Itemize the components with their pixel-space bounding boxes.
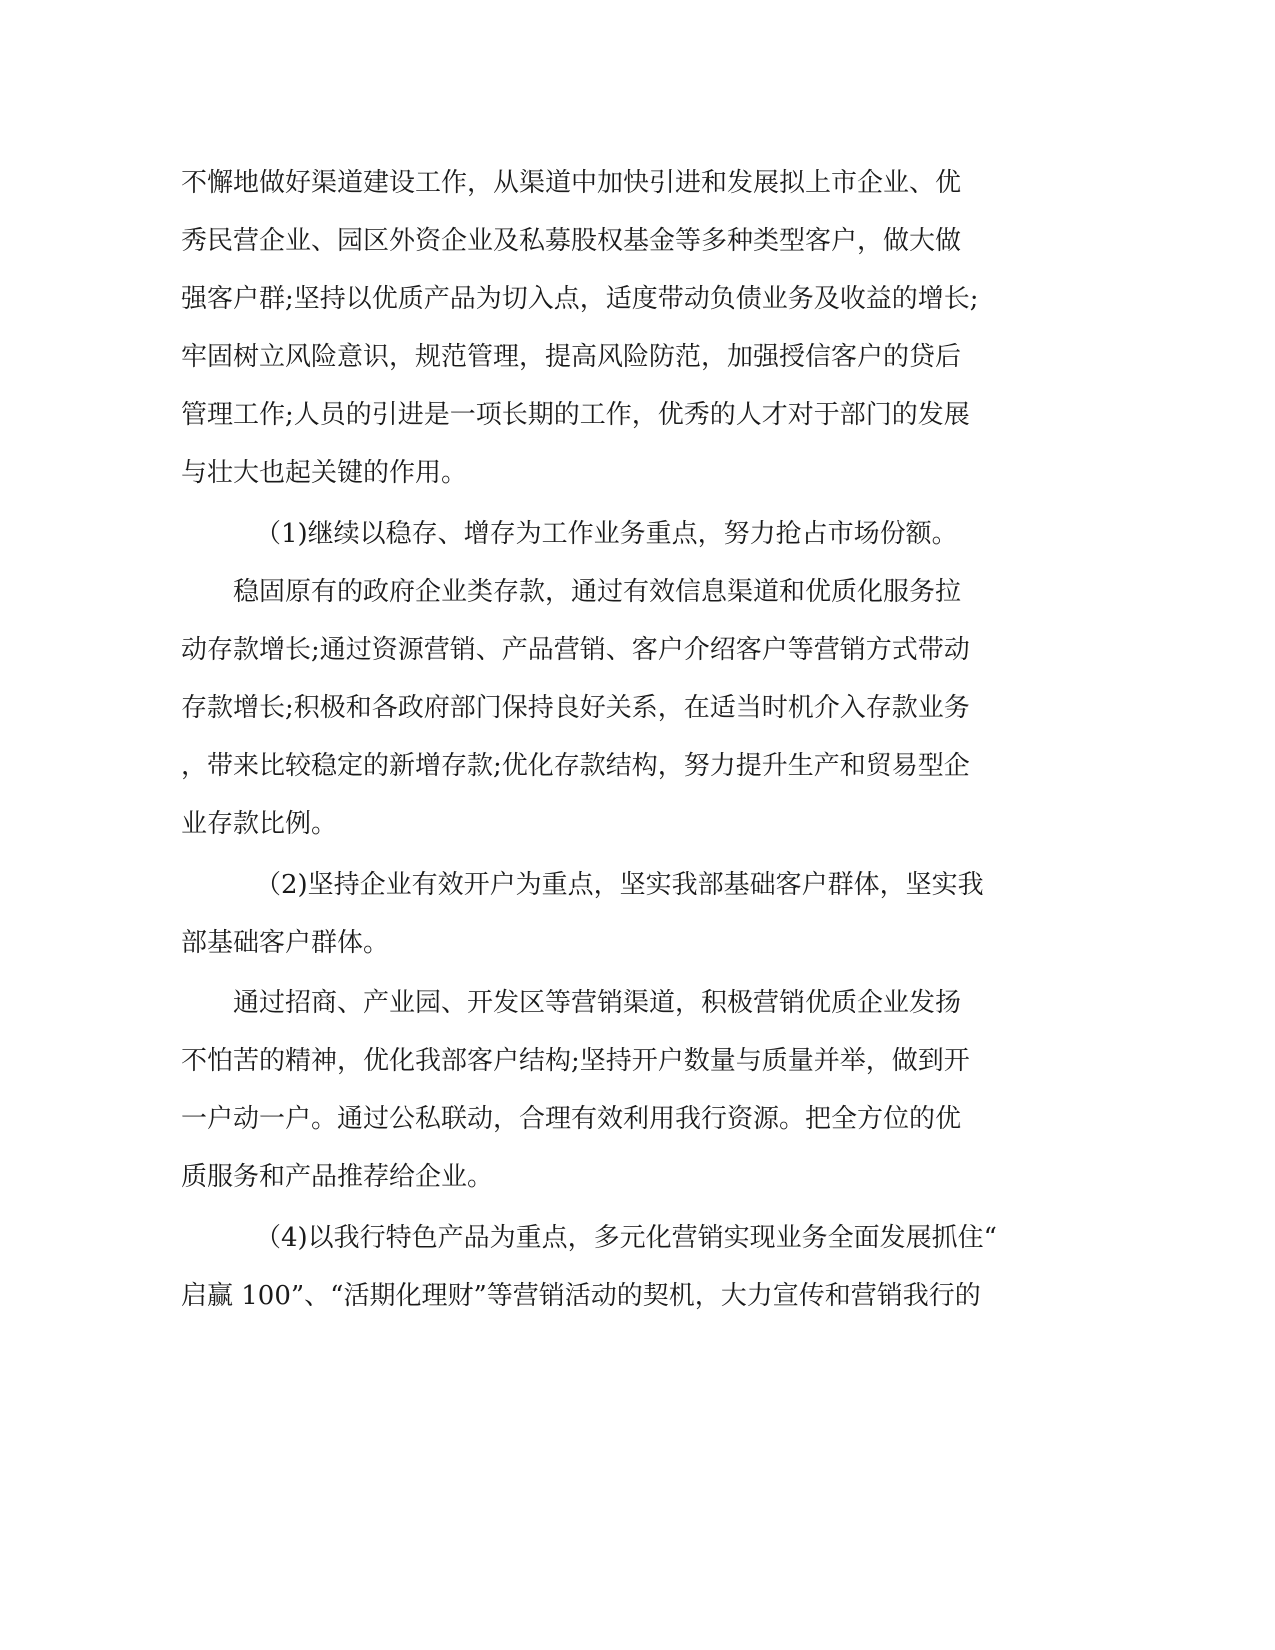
section-heading: （4)以我行特色产品为重点，多元化营销实现业务全面发展抓住“ xyxy=(255,1223,997,1253)
text-line: ，带来比较稳定的新增存款;优化存款结构，努力提升生产和贸易型企 xyxy=(181,751,970,781)
text-line: 与壮大也起关键的作用。 xyxy=(181,458,468,488)
text-line: 动存款增长;通过资源营销、产品营销、客户介绍客户等营销方式带动 xyxy=(181,635,970,665)
text-line: 秀民营企业、园区外资企业及私募股权基金等多种类型客户，做大做 xyxy=(181,226,962,256)
text-line: 业存款比例。 xyxy=(181,809,338,839)
text-line: 部基础客户群体。 xyxy=(181,928,390,958)
text-line: 质服务和产品推荐给企业。 xyxy=(181,1162,494,1192)
text-line: 不懈地做好渠道建设工作，从渠道中加快引进和发展拟上市企业、优 xyxy=(181,168,962,198)
text-line: 强客户群;坚持以优质产品为切入点，适度带动负债业务及收益的增长; xyxy=(181,284,979,314)
text-line: 管理工作;人员的引进是一项长期的工作，优秀的人才对于部门的发展 xyxy=(181,400,970,430)
text-line: 一户动一户。通过公私联动，合理有效利用我行资源。把全方位的优 xyxy=(181,1104,962,1134)
text-line: 存款增长;积极和各政府部门保持良好关系，在适当时机介入存款业务 xyxy=(181,693,970,723)
section-heading: （2)坚持企业有效开户为重点，坚实我部基础客户群体，坚实我 xyxy=(255,870,984,900)
section-heading: （1)继续以稳存、增存为工作业务重点，努力抢占市场份额。 xyxy=(255,519,958,549)
text-line: 启赢 100”、“活期化理财”等营销活动的契机，大力宣传和营销我行的 xyxy=(181,1281,981,1311)
paragraph-first-line: 稳固原有的政府企业类存款，通过有效信息渠道和优质化服务拉 xyxy=(233,577,962,607)
text-line: 牢固树立风险意识，规范管理，提高风险防范，加强授信客户的贷后 xyxy=(181,342,962,372)
paragraph-first-line: 通过招商、产业园、开发区等营销渠道，积极营销优质企业发扬 xyxy=(233,988,962,1018)
text-line: 不怕苦的精神，优化我部客户结构;坚持开户数量与质量并举，做到开 xyxy=(181,1046,970,1076)
